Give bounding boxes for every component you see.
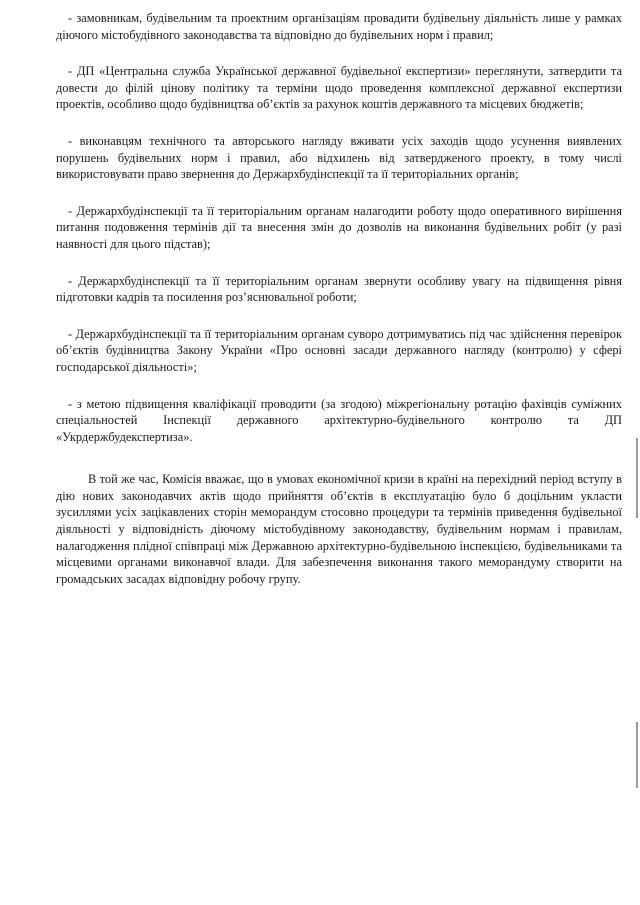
paragraph-inspection-law: - Держархбудінспекції та її територіальним органам суворо дотримуватись під час здійснення перевірок об’єктів будівництва Закону України «Про основні засади державного нагляду (контролю) у сфері господарської діяльності»;: [56, 326, 622, 374]
paragraph-commission-memorandum: В той же час, Комісія вважає, що в умовах економічної кризи в країні на перехідний період вступу в дію нових законодавчих актів щодо прийняття об’єктів в експлуатацію було б доцільним укласти зусиллями усіх зацікавлених сторін меморандум стосовно процедури та термінів приведення будівельної діяльності у відповідність діючому містобудівному законодавству, будівельним нормам і правилам, налагодження плідної співпраці між Державною архітектурно-будівельною інспекцією, будівельниками та місцевими органами виконавчої влади. Для забезпечення виконання такого меморандуму створити на громадських засадах відповідну робочу групу.: [56, 472, 622, 586]
document-body: [56, 10, 622, 607]
paragraph-supervision-executors: - виконавцям технічного та авторського нагляду вживати усіх заходів щодо усунення виявлених порушень будівельних норм і правил, або відхилень від затвердженого проекту, в тому числі використовувати право звернення до Держархбудінспекції та її територіальних органів;: [56, 133, 622, 182]
scan-edge-mark: [636, 722, 638, 788]
paragraph-permit-extension: - Держархбудінспекції та її територіальним органам налагодити роботу щодо оперативного вирішення питання подовження термінів дії та внесення змін до дозволів на виконання будівельних робіт (у разі наявності для цього підстав);: [56, 203, 622, 251]
paragraph-staff-training: - Держархбудінспекції та її територіальним органам звернути особливу увагу на підвищення рівня підготовки кадрів та посилення роз’яснювальної роботи;: [56, 273, 622, 305]
scan-edge-mark: [636, 438, 638, 518]
paragraph-rotation: - з метою підвищення кваліфікації проводити (за згодою) міжрегіональну ротацію фахівців суміжних спеціальностей Інспекції державного архітектурно-будівельного контролю та ДП «Укрдержбудекспертиза».: [56, 396, 622, 444]
paragraph-customers: - замовникам, будівельним та проектним організаціям провадити будівельну діяльність лише у рамках діючого містобудівного законодавства та відповідно до будівельних норм і правил;: [56, 11, 622, 42]
paragraph-central-expertise-service: - ДП «Центральна служба Української державної будівельної експертизи» переглянути, затвердити та довести до філій цінову політику та терміни щодо проведення комплексної державної експертизи проектів, особливо щодо будівництва об’єктів за рахунок коштів державного та місцевих бюджетів;: [56, 64, 622, 112]
